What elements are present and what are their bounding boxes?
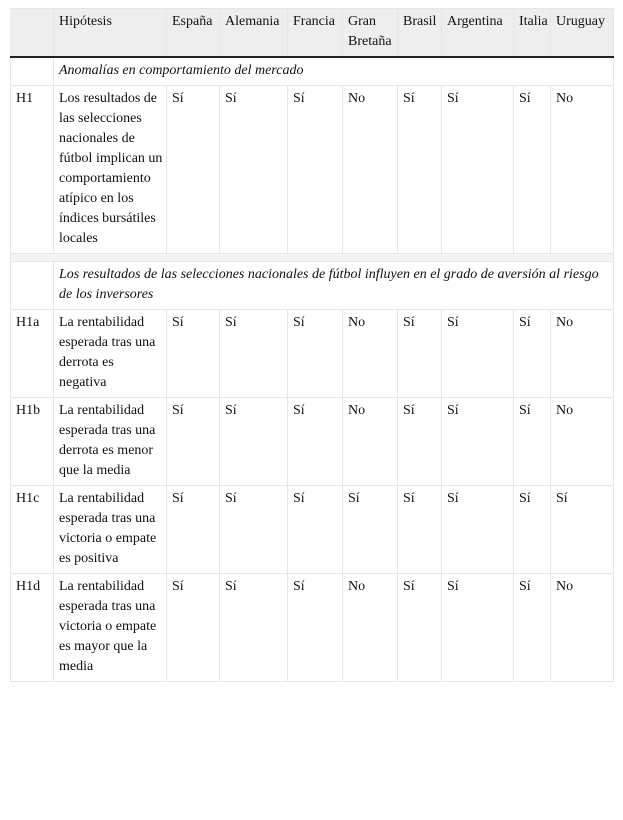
value-cell: Sí xyxy=(220,86,288,254)
value-cell: Sí xyxy=(442,86,514,254)
table-row xyxy=(11,486,614,574)
value-cell: Sí xyxy=(514,398,551,486)
value-cell: No xyxy=(551,86,614,254)
value-cell: Sí xyxy=(288,574,343,682)
header-country-gran-bretana: Gran Bretaña xyxy=(343,9,398,58)
value-cell: Sí xyxy=(398,398,442,486)
value-cell: Sí xyxy=(398,310,442,398)
section-empty-cell xyxy=(11,57,54,86)
value-cell: Sí xyxy=(551,486,614,574)
value-cell: Sí xyxy=(288,398,343,486)
value-cell: Sí xyxy=(442,486,514,574)
value-cell: No xyxy=(551,310,614,398)
header-country-brasil: Brasil xyxy=(398,9,442,58)
value-cell: Sí xyxy=(288,310,343,398)
hypothesis-id: H1d xyxy=(11,574,54,682)
hypotheses-table xyxy=(10,8,614,682)
value-cell: Sí xyxy=(288,486,343,574)
value-cell: No xyxy=(343,86,398,254)
value-cell: Sí xyxy=(167,574,220,682)
section-title: Los resultados de las selecciones nacionales de fútbol influyen en el grado de aversión al riesgo de los inversores xyxy=(54,262,614,310)
value-cell: Sí xyxy=(442,310,514,398)
hypothesis-text: La rentabilidad esperada tras una derrota es negativa xyxy=(54,310,167,398)
hypothesis-id: H1 xyxy=(11,86,54,254)
value-cell: No xyxy=(551,398,614,486)
section-empty-cell xyxy=(11,262,54,310)
value-cell: Sí xyxy=(398,574,442,682)
value-cell: Sí xyxy=(220,486,288,574)
table-header xyxy=(11,9,614,58)
value-cell: Sí xyxy=(442,574,514,682)
header-country-argentina: Argentina xyxy=(442,9,514,58)
header-row xyxy=(11,9,614,58)
hypothesis-id: H1c xyxy=(11,486,54,574)
value-cell: Sí xyxy=(514,86,551,254)
value-cell: No xyxy=(551,574,614,682)
header-country-alemania: Alemania xyxy=(220,9,288,58)
value-cell: Sí xyxy=(220,398,288,486)
section-title: Anomalías en comportamiento del mercado xyxy=(54,57,614,86)
value-cell: Sí xyxy=(167,86,220,254)
spacer-cell xyxy=(11,254,614,262)
hypotheses-table-container xyxy=(10,8,613,682)
hypothesis-text: La rentabilidad esperada tras una victoria o empate es mayor que la media xyxy=(54,574,167,682)
value-cell: Sí xyxy=(220,310,288,398)
header-id-cell xyxy=(11,9,54,58)
header-country-uruguay: Uruguay xyxy=(551,9,614,58)
value-cell: No xyxy=(343,574,398,682)
hypothesis-id: H1a xyxy=(11,310,54,398)
header-hypothesis: Hipótesis xyxy=(54,9,167,58)
value-cell: Sí xyxy=(343,486,398,574)
hypothesis-id: H1b xyxy=(11,398,54,486)
value-cell: Sí xyxy=(167,486,220,574)
table-row xyxy=(11,398,614,486)
value-cell: Sí xyxy=(442,398,514,486)
table-row xyxy=(11,310,614,398)
value-cell: Sí xyxy=(167,398,220,486)
table-row xyxy=(11,574,614,682)
value-cell: No xyxy=(343,398,398,486)
header-country-italia: Italia xyxy=(514,9,551,58)
section-header-row xyxy=(11,57,614,86)
value-cell: Sí xyxy=(514,486,551,574)
value-cell: Sí xyxy=(398,86,442,254)
header-country-francia: Francia xyxy=(288,9,343,58)
header-country-espana: España xyxy=(167,9,220,58)
section-header-row xyxy=(11,262,614,310)
hypothesis-text: La rentabilidad esperada tras una victoria o empate es positiva xyxy=(54,486,167,574)
value-cell: No xyxy=(343,310,398,398)
value-cell: Sí xyxy=(514,310,551,398)
value-cell: Sí xyxy=(220,574,288,682)
hypothesis-text: La rentabilidad esperada tras una derrota es menor que la media xyxy=(54,398,167,486)
table-row xyxy=(11,86,614,254)
value-cell: Sí xyxy=(167,310,220,398)
table-body xyxy=(11,57,614,682)
value-cell: Sí xyxy=(288,86,343,254)
hypothesis-text: Los resultados de las selecciones nacionales de fútbol implican un comportamiento atípico en los índices bursátiles locales xyxy=(54,86,167,254)
spacer-row xyxy=(11,254,614,262)
value-cell: Sí xyxy=(398,486,442,574)
value-cell: Sí xyxy=(514,574,551,682)
